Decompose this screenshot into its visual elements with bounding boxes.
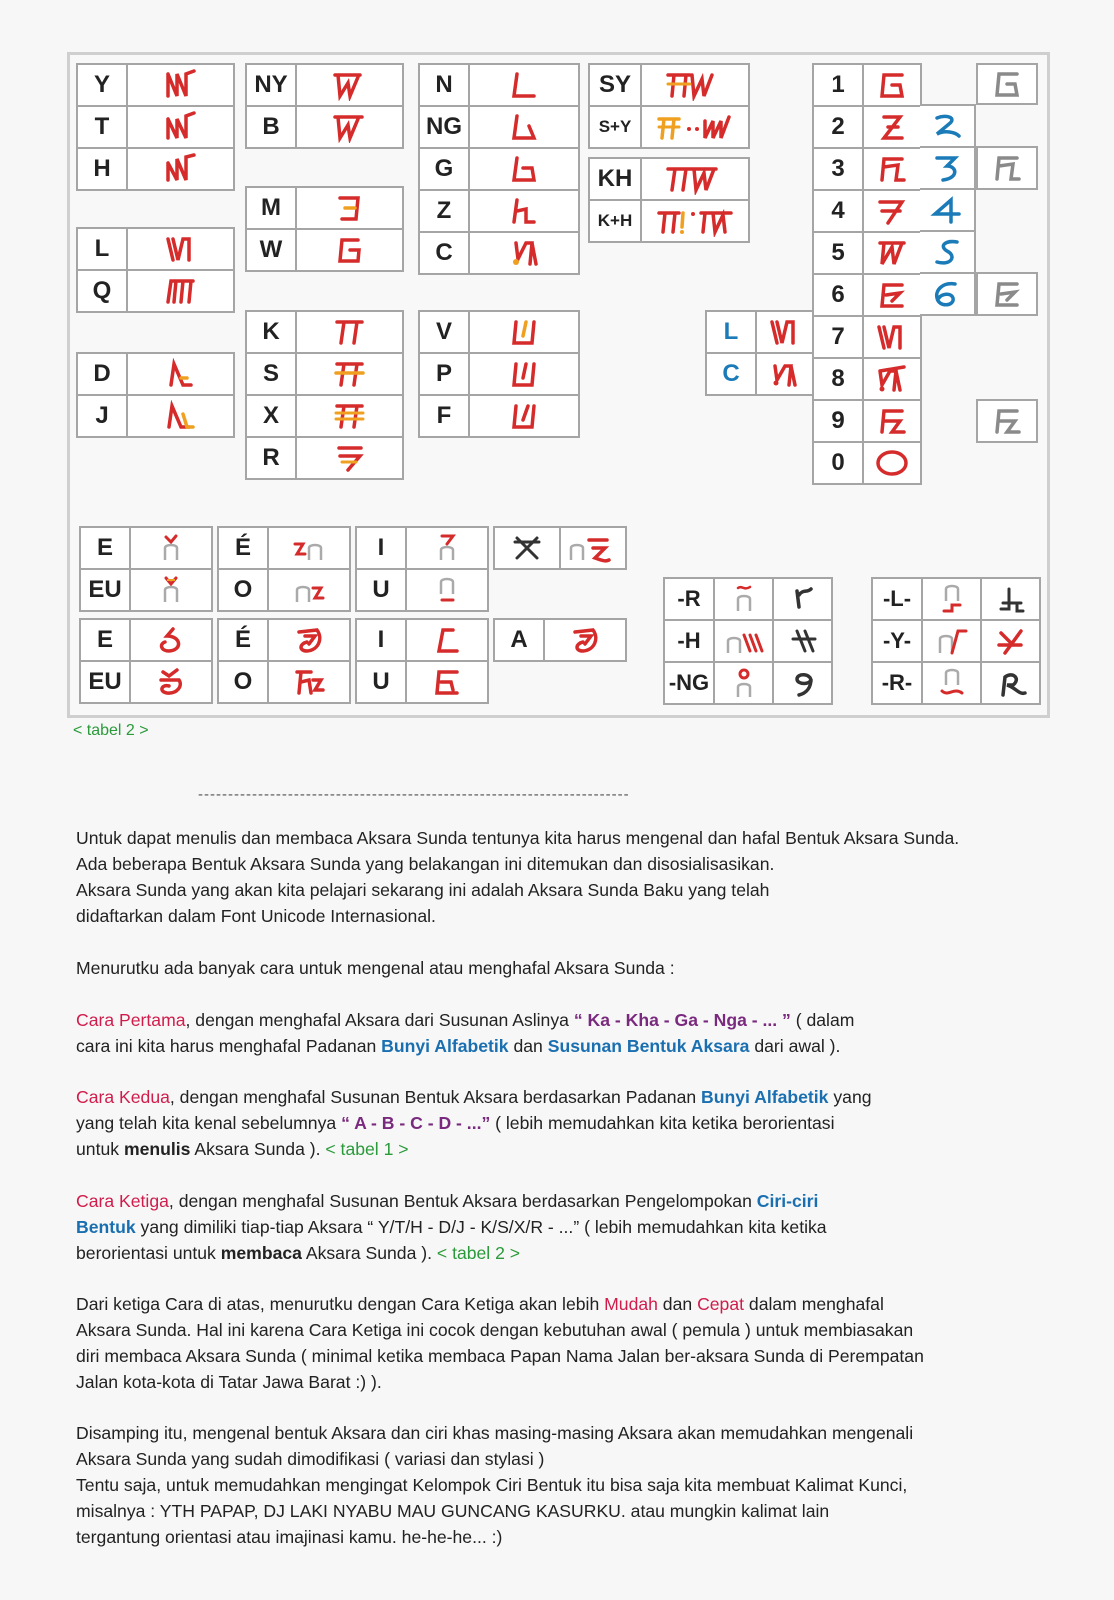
label-o: O [219,570,269,610]
label-sy: SY [590,65,642,105]
label-1: 1 [814,65,864,105]
intro-line-1: Untuk dapat menulis dan membaca Aksara Sunda tentunya kita harus mengenal dan hafal Bentuk Aksara Sunda. [76,828,960,848]
table-ind-a [493,618,627,662]
table-n-c [418,63,580,275]
mark-panyecek-standalone [772,663,831,703]
method-3-text-a: , dengan menghafal Susunan Bentuk Aksara berdasarkan Pengelompokan [168,1191,757,1211]
label-j: J [78,396,128,436]
table-numbers [812,63,922,485]
conclusion-line-3: diri membaca Aksara Sunda ( minimal ketika membaca Papan Nama Jalan ber-aksara Sunda di Perempatan [76,1346,924,1366]
table-sy [588,63,750,149]
method-3-title: Cara Ketiga [76,1191,169,1211]
mark-panyiku-standalone [980,579,1039,619]
mark-eu [131,570,211,610]
glyph-la [128,229,233,269]
method-1 [76,1007,1076,1059]
conclusion-text-c: dalam menghafal [744,1294,884,1314]
method-2-text-f: Aksara Sunda ). [190,1139,326,1159]
mark-panyecek [715,663,772,703]
glyph-za [470,191,578,231]
label-c-variant: C [707,354,757,394]
glyph-ga [470,149,578,189]
number-variant-2 [920,104,976,148]
label-e-ind: E [81,620,131,660]
mark-pamingkal [923,621,980,661]
intro-line-2: Ada beberapa Bentuk Aksara Sunda yang belakangan ini ditemukan dan disosialisasikan. [76,854,775,874]
glyph-sya [642,65,748,105]
method-1-highlight-2: Susunan Bentuk Aksara [547,1036,750,1056]
glyph-ha [128,149,233,189]
mark-pamingkal-standalone [980,621,1039,661]
table-ind-e-o [217,618,351,704]
label-u: U [357,570,407,610]
method-2-text-d: ( lebih memudahkan kita ketika berorientasi [490,1113,835,1133]
glyph-i-ind [407,620,487,660]
conclusion-line-4: Jalan kota-kota di Tatar Jawa Barat :) ). [76,1372,382,1392]
table-dj [76,352,235,438]
label-s: S [247,354,297,394]
closing-line-5: tergantung orientasi atau imajinasi kamu. he-he-he... :) [76,1527,503,1547]
table-pamaeh [493,526,627,570]
glyph-ca-variant [757,354,813,394]
closing-line-2: Aksara Sunda yang sudah dimodifikasi ( variasi dan stylasi ) [76,1449,545,1469]
label-k-plus-h: K+H [590,201,642,241]
method-1-highlight-1: Bunyi Alfabetik [381,1036,509,1056]
label-medial-l: -L- [873,579,923,619]
table-nyb [245,63,404,149]
glyph-la-variant [757,312,813,352]
glyph-2 [864,107,920,147]
number-variant-1 [976,63,1038,105]
label-kh: KH [590,159,642,199]
method-2-title: Cara Kedua [76,1087,170,1107]
method-2-text-a: , dengan menghafal Susunan Bentuk Aksara berdasarkan Padanan [169,1087,702,1107]
method-2-highlight: Bunyi Alfabetik [701,1087,829,1107]
table-vowel-e-o [217,526,351,612]
method-2-text-e: untuk [76,1139,124,1159]
method-1-text-c: cara ini kita harus menghafal Padanan [76,1036,382,1056]
glyph-3-variant [920,148,974,188]
table-caption: < tabel 2 > [73,722,149,739]
label-p: P [420,354,470,394]
glyph-ra [297,438,402,478]
glyph-da [128,354,233,394]
mark-panglayar-standalone [772,579,831,619]
method-3-bold: membaca [220,1243,302,1263]
method-2-quote: “ A - B - C - D - ...” [341,1113,491,1133]
table-lc-variant [705,310,815,396]
label-a-ind: A [495,620,545,660]
number-variant-6b [976,272,1038,316]
label-eu-ind: EU [81,662,131,702]
glyph-3-gray [978,148,1036,188]
glyph-pa [470,354,578,394]
glyph-ca [470,233,578,273]
label-h: H [78,149,128,189]
mark-i [407,528,487,568]
method-1-text-a: , dengan menghafal Aksara dari Susunan Aslinya [185,1010,574,1030]
mark-panyakra-standalone [980,663,1039,703]
label-v: V [420,312,470,352]
table-ind-i-u [355,618,489,704]
label-f: F [420,396,470,436]
glyph-6-gray [978,274,1036,314]
label-l: L [78,229,128,269]
table-medial-marks [871,577,1041,705]
label-g: G [420,149,470,189]
glyph-u-ind [407,662,487,702]
glyph-e-acute-ind [269,620,349,660]
intro-paragraph [76,825,1076,929]
glyph-3 [864,149,920,189]
label-eu: EU [81,570,131,610]
glyph-1-variant [978,65,1036,103]
glyph-4 [864,191,920,231]
method-3-text-c: berorientasi untuk [76,1243,221,1263]
label-t: T [78,107,128,147]
glyph-fa [470,396,578,436]
glyph-eu-ind [131,662,211,702]
mark-u [407,570,487,610]
label-e-acute: É [219,528,269,568]
method-2-text-b: yang [828,1087,872,1107]
mark-panyakra [923,663,980,703]
label-o-ind: O [219,662,269,702]
label-6: 6 [814,275,864,315]
label-q: Q [78,271,128,311]
label-5: 5 [814,233,864,273]
label-z: Z [420,191,470,231]
method-2-text-c: yang telah kita kenal sebelumnya [76,1113,342,1133]
glyph-9-gray [978,401,1036,441]
glyph-kha [642,159,748,199]
method-2-bold: menulis [123,1139,191,1159]
glyph-nya [297,65,402,105]
conclusion-mudah: Mudah [604,1294,658,1314]
number-variant-6 [920,272,976,316]
glyph-4-variant [920,190,974,230]
table-final-marks [663,577,833,705]
label-medial-y: -Y- [873,621,923,661]
method-1-text-b: ( dalam [790,1010,855,1030]
glyph-2-variant [920,106,974,146]
label-ny: NY [247,65,297,105]
label-4: 4 [814,191,864,231]
mark-e-acute [269,528,349,568]
label-s-plus-y: S+Y [590,107,642,147]
glyph-nga [470,107,578,147]
glyph-ma [297,188,402,228]
table-ksxr [245,310,404,480]
label-final-ng: -NG [665,663,715,703]
method-2-table-ref[interactable]: < tabel 1 > [325,1139,409,1159]
closing-line-3: Tentu saja, untuk memudahkan mengingat Kelompok Ciri Bentuk itu bisa saja kita membuat Kalimat Kunci, [76,1475,908,1495]
label-l-variant: L [707,312,757,352]
method-1-quote: “ Ka - Kha - Ga - Nga - ... ” [573,1010,791,1030]
mark-pangwisad [715,621,772,661]
label-medial-r: -R- [873,663,923,703]
label-8: 8 [814,359,864,399]
conclusion-text-b: dan [657,1294,698,1314]
glyph-6 [864,275,920,315]
closing-line-4: misalnya : YTH PAPAP, DJ LAKI NYABU MAU GUNCANG KASURKU. atau mungkin kalimat lain [76,1501,830,1521]
conclusion-line-2: Aksara Sunda. Hal ini karena Cara Ketiga ini cocok dengan kebutuhan awal ( pemula ) untuk membiasakan [76,1320,914,1340]
label-r: R [247,438,297,478]
number-variant-3 [920,146,976,190]
label-y: Y [78,65,128,105]
label-ng: NG [420,107,470,147]
table-lq [76,227,235,313]
table-vowel-e-eu [79,526,213,612]
conclusion-text-a: Dari ketiga Cara di atas, menurutku dengan Cara Ketiga akan lebih [76,1294,605,1314]
glyph-ba [297,107,402,147]
label-n: N [420,65,470,105]
mark-panyiku [923,579,980,619]
mark-e [131,528,211,568]
label-3: 3 [814,149,864,189]
glyph-ja [128,396,233,436]
method-3-highlight-1: Ciri-ciri [756,1191,819,1211]
mark-pangwisad-standalone [772,621,831,661]
separator-line: ------------------------------------------------------------------------ [198,786,630,803]
table-ind-e-eu [79,618,213,704]
label-7: 7 [814,317,864,357]
glyph-9 [864,401,920,441]
table-yth [76,63,235,191]
label-2: 2 [814,107,864,147]
conclusion-paragraph [76,1291,1076,1395]
methods-intro [76,955,1076,981]
glyph-8 [864,359,920,399]
glyph-xa [297,396,402,436]
label-k: K [247,312,297,352]
glyph-ka-ha [642,201,748,241]
glyph-5 [864,233,920,273]
glyph-na [470,65,578,105]
glyph-ka [297,312,402,352]
glyph-e-ind [131,620,211,660]
number-variant-5 [920,230,976,274]
intro-line-3: Aksara Sunda yang akan kita pelajari sekarang ini adalah Aksara Sunda Baku yang telah [76,880,770,900]
table-vowel-i-u [355,526,489,612]
table-kh [588,157,750,243]
label-w: W [247,230,297,270]
glyph-5-variant [920,232,974,272]
glyph-sa-ya [642,107,748,147]
number-variant-3b [976,146,1038,190]
glyph-7 [864,317,920,357]
pamaeh-cross [495,528,559,568]
label-9: 9 [814,401,864,441]
label-i: I [357,528,407,568]
label-b: B [247,107,297,147]
closing-line-1: Disamping itu, mengenal bentuk Aksara dan ciri khas masing-masing Aksara akan memudahkan mengenali [76,1423,914,1443]
table-mw [245,186,404,272]
glyph-ta [128,107,233,147]
mark-panglayar [715,579,772,619]
glyph-a-ind [545,620,625,660]
glyph-va [470,312,578,352]
label-final-r: -R [665,579,715,619]
method-2 [76,1084,1076,1162]
method-3-highlight-2: Bentuk [76,1217,136,1237]
mark-o [269,570,349,610]
number-variant-9 [976,399,1038,443]
label-e-acute-ind: É [219,620,269,660]
method-1-title: Cara Pertama [76,1010,186,1030]
glyph-wa [297,230,402,270]
label-x: X [247,396,297,436]
label-c: C [420,233,470,273]
label-u-ind: U [357,662,407,702]
label-d: D [78,354,128,394]
glyph-0 [864,443,920,483]
methods-intro-line: Menurutku ada banyak cara untuk mengenal atau menghafal Aksara Sunda : [76,958,675,978]
label-final-h: -H [665,621,715,661]
glyph-ya [128,65,233,105]
glyph-sa [297,354,402,394]
method-1-text-e: dari awal ). [749,1036,841,1056]
intro-line-4: didaftarkan dalam Font Unicode Internasional. [76,906,436,926]
conclusion-cepat: Cepat [697,1294,745,1314]
label-e: E [81,528,131,568]
glyph-qa [128,271,233,311]
label-m: M [247,188,297,228]
glyph-o-ind [269,662,349,702]
method-3-table-ref[interactable]: < tabel 2 > [436,1243,521,1263]
closing-paragraph [76,1420,1076,1550]
glyph-6-variant [920,274,974,314]
label-i-ind: I [357,620,407,660]
mark-pamaeh [559,528,625,568]
method-3 [76,1188,1076,1266]
method-1-text-d: dan [508,1036,548,1056]
method-3-text-b: yang dimiliki tiap-tiap Aksara “ Y/T/H - D/J - K/S/X/R - ...” ( lebih memudahkan kita ketika [135,1217,827,1237]
glyph-1 [864,65,920,105]
number-variant-4 [920,188,976,232]
table-vpf [418,310,580,438]
label-0: 0 [814,443,864,483]
method-3-text-d: Aksara Sunda ). [301,1243,437,1263]
